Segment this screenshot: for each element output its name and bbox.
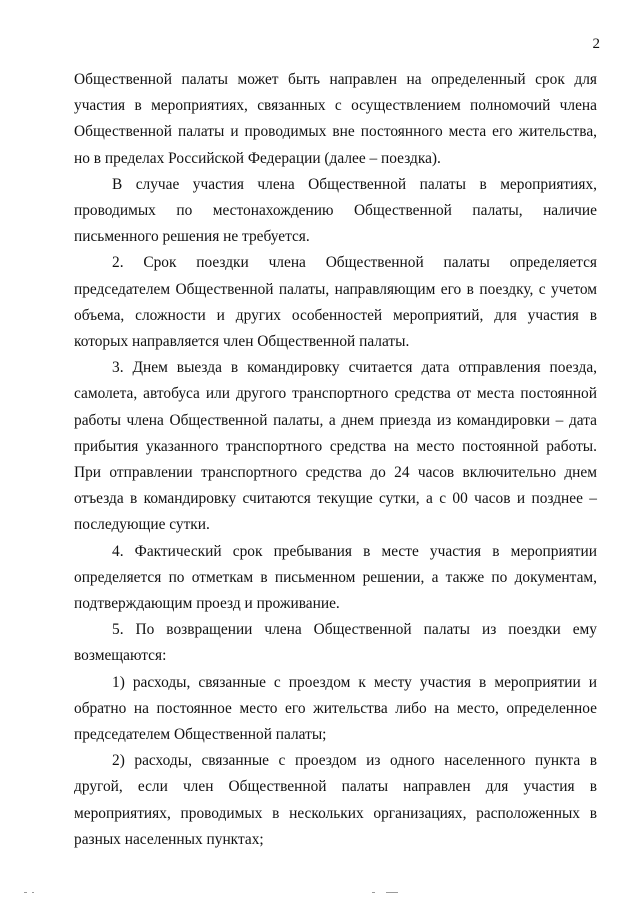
paragraph-subitem-1-travel-expenses: 1) расходы, связанные с проездом к месту участия в мероприятии и обратно на постоянное место его жительства либо на место, определенное председателем Общественной палаты; [74,673,597,744]
paragraph-item-2-trip-duration: 2. Срок поездки члена Общественной палаты определяется председателем Общественной палаты, направляющим его в поездку, с учетом объема, сложности и других особенностей мероприятий, для участия в которых направляется член Общественной палаты. [74,254,597,351]
page-number: 2 [592,36,600,52]
scan-mark [386,892,398,893]
paragraph-subitem-2-intercity-travel: 2) расходы, связанные с проездом из одного населенного пункта в другой, если член Общественной палаты направлен для участия в мероприятиях, проводимых в нескольких организациях, расположенных в разных населенных пунктах; [74,752,597,848]
paragraph-item-5-reimbursement: 5. По возвращении члена Общественной палаты из поездки ему возмещаются: [74,621,597,665]
document-body [74,67,597,853]
paragraph-no-decision-required: В случае участия члена Общественной палаты в мероприятиях, проводимых по местонахождению Общественной палаты, наличие письменного решения не требуется. [74,175,597,246]
scan-mark [24,892,27,893]
scan-artifacts [0,892,640,898]
paragraph-continuation: Общественной палаты может быть направлен на определенный срок для участия в мероприятиях, связанных с осуществлением полномочий члена Общественной палаты и проводимых вне постоянного места его жительства, но в пределах Российской Федерации (далее – поездка). [74,71,597,167]
scan-mark [372,892,375,893]
paragraph-item-3-departure-arrival: 3. Днем выезда в командировку считается дата отправления поезда, самолета, автобуса или другого транспортного средства от места постоянной работы члена Общественной палаты, а днем приезда из командировки – дата прибытия указанного транспортного средства на место постоянной работы. При отправлении транспортного средства до 24 часов включительно днем отъезда в командировку считаются текущие сутки, а с 00 часов и позднее – последующие сутки. [74,359,597,534]
scan-mark [32,892,34,893]
paragraph-item-4-actual-stay: 4. Фактический срок пребывания в месте участия в мероприятии определяется по отметкам в письменном решении, а также по документам, подтверждающим проезд и проживание. [74,542,597,613]
